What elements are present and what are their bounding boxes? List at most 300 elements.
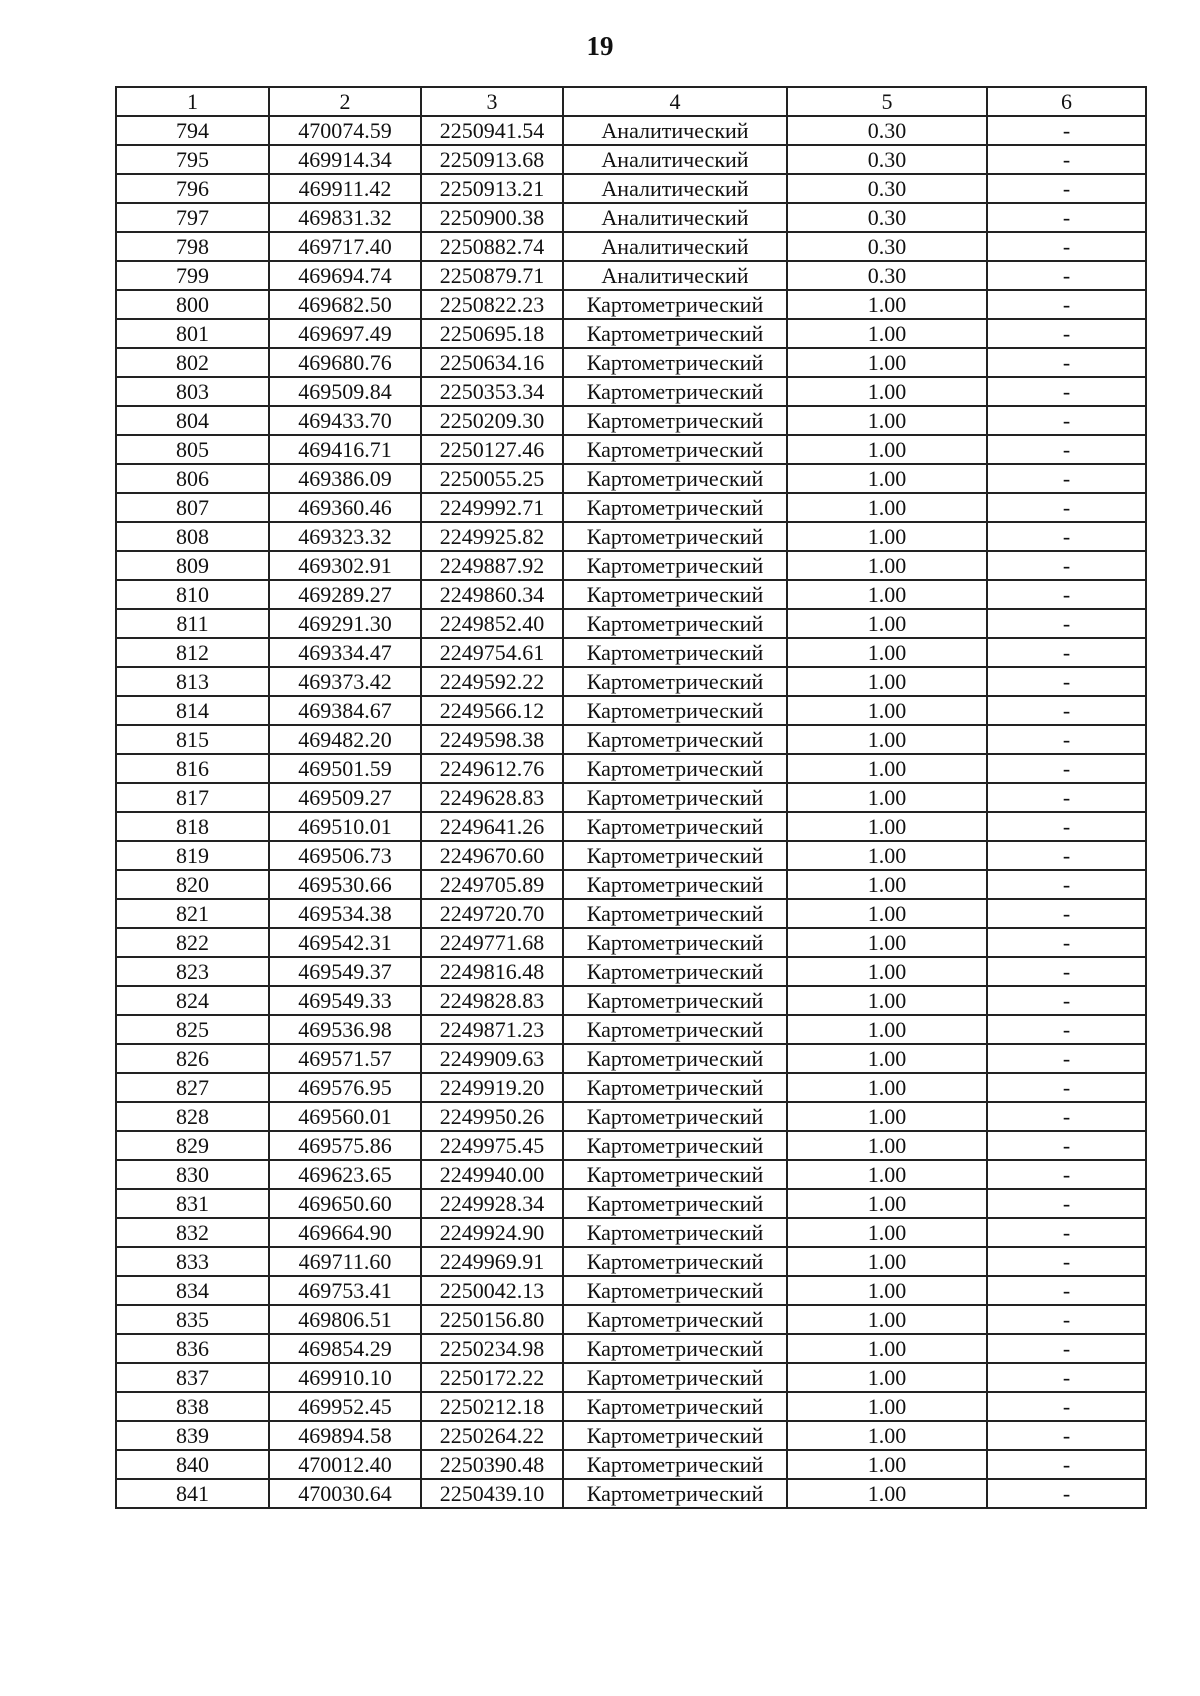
- note-cell: -: [987, 957, 1146, 986]
- y-coordinate-cell: 2250822.23: [421, 290, 563, 319]
- table-row: [116, 1131, 1146, 1160]
- y-coordinate-cell: 2249925.82: [421, 522, 563, 551]
- y-coordinate-cell: 2250390.48: [421, 1450, 563, 1479]
- x-coordinate-cell: 469334.47: [269, 638, 421, 667]
- y-coordinate-cell: 2250439.10: [421, 1479, 563, 1508]
- x-coordinate-cell: 469433.70: [269, 406, 421, 435]
- accuracy-cell: 1.00: [787, 493, 987, 522]
- y-coordinate-cell: 2249628.83: [421, 783, 563, 812]
- point-number-cell: 837: [116, 1363, 269, 1392]
- table-row: [116, 1044, 1146, 1073]
- method-cell: Картометрический: [563, 1363, 787, 1392]
- point-number-cell: 806: [116, 464, 269, 493]
- method-cell: Картометрический: [563, 493, 787, 522]
- accuracy-cell: 1.00: [787, 377, 987, 406]
- method-cell: Картометрический: [563, 754, 787, 783]
- y-coordinate-cell: 2249754.61: [421, 638, 563, 667]
- method-cell: Аналитический: [563, 174, 787, 203]
- method-cell: Картометрический: [563, 986, 787, 1015]
- x-coordinate-cell: 469416.71: [269, 435, 421, 464]
- table-header-row: [116, 87, 1146, 116]
- column-header-5: 5: [787, 87, 987, 116]
- method-cell: Картометрический: [563, 812, 787, 841]
- accuracy-cell: 1.00: [787, 1363, 987, 1392]
- column-header-2: 2: [269, 87, 421, 116]
- point-number-cell: 802: [116, 348, 269, 377]
- point-number-cell: 797: [116, 203, 269, 232]
- note-cell: -: [987, 1131, 1146, 1160]
- table-row: [116, 638, 1146, 667]
- method-cell: Картометрический: [563, 870, 787, 899]
- point-number-cell: 835: [116, 1305, 269, 1334]
- method-cell: Картометрический: [563, 696, 787, 725]
- y-coordinate-cell: 2249924.90: [421, 1218, 563, 1247]
- accuracy-cell: 1.00: [787, 957, 987, 986]
- point-number-cell: 796: [116, 174, 269, 203]
- method-cell: Картометрический: [563, 899, 787, 928]
- accuracy-cell: 1.00: [787, 1102, 987, 1131]
- y-coordinate-cell: 2249771.68: [421, 928, 563, 957]
- point-number-cell: 834: [116, 1276, 269, 1305]
- method-cell: Картометрический: [563, 1450, 787, 1479]
- note-cell: -: [987, 116, 1146, 145]
- x-coordinate-cell: 469753.41: [269, 1276, 421, 1305]
- table-row: [116, 348, 1146, 377]
- note-cell: -: [987, 580, 1146, 609]
- x-coordinate-cell: 469894.58: [269, 1421, 421, 1450]
- method-cell: Картометрический: [563, 319, 787, 348]
- method-cell: Картометрический: [563, 957, 787, 986]
- accuracy-cell: 1.00: [787, 667, 987, 696]
- note-cell: -: [987, 145, 1146, 174]
- point-number-cell: 839: [116, 1421, 269, 1450]
- y-coordinate-cell: 2249598.38: [421, 725, 563, 754]
- accuracy-cell: 1.00: [787, 1334, 987, 1363]
- point-number-cell: 810: [116, 580, 269, 609]
- note-cell: -: [987, 551, 1146, 580]
- accuracy-cell: 1.00: [787, 609, 987, 638]
- column-header-3: 3: [421, 87, 563, 116]
- accuracy-cell: 0.30: [787, 145, 987, 174]
- table-body: [116, 116, 1146, 1508]
- point-number-cell: 814: [116, 696, 269, 725]
- x-coordinate-cell: 469510.01: [269, 812, 421, 841]
- accuracy-cell: 1.00: [787, 1015, 987, 1044]
- point-number-cell: 832: [116, 1218, 269, 1247]
- method-cell: Картометрический: [563, 1247, 787, 1276]
- y-coordinate-cell: 2249871.23: [421, 1015, 563, 1044]
- table-row: [116, 290, 1146, 319]
- column-header-1: 1: [116, 87, 269, 116]
- accuracy-cell: 1.00: [787, 841, 987, 870]
- accuracy-cell: 1.00: [787, 928, 987, 957]
- accuracy-cell: 1.00: [787, 319, 987, 348]
- accuracy-cell: 1.00: [787, 638, 987, 667]
- note-cell: -: [987, 522, 1146, 551]
- table-row: [116, 377, 1146, 406]
- point-number-cell: 813: [116, 667, 269, 696]
- table-row: [116, 522, 1146, 551]
- x-coordinate-cell: 469482.20: [269, 725, 421, 754]
- point-number-cell: 805: [116, 435, 269, 464]
- point-number-cell: 820: [116, 870, 269, 899]
- x-coordinate-cell: 469571.57: [269, 1044, 421, 1073]
- accuracy-cell: 1.00: [787, 1392, 987, 1421]
- note-cell: -: [987, 203, 1146, 232]
- table-row: [116, 493, 1146, 522]
- accuracy-cell: 1.00: [787, 406, 987, 435]
- point-number-cell: 828: [116, 1102, 269, 1131]
- method-cell: Картометрический: [563, 928, 787, 957]
- method-cell: Картометрический: [563, 435, 787, 464]
- x-coordinate-cell: 469680.76: [269, 348, 421, 377]
- method-cell: Картометрический: [563, 725, 787, 754]
- note-cell: -: [987, 493, 1146, 522]
- y-coordinate-cell: 2249909.63: [421, 1044, 563, 1073]
- table-row: [116, 783, 1146, 812]
- point-number-cell: 831: [116, 1189, 269, 1218]
- table-row: [116, 667, 1146, 696]
- method-cell: Картометрический: [563, 1334, 787, 1363]
- y-coordinate-cell: 2249860.34: [421, 580, 563, 609]
- page-number: 19: [586, 31, 614, 61]
- method-cell: Картометрический: [563, 290, 787, 319]
- table-row: [116, 406, 1146, 435]
- coordinates-table: [115, 86, 1147, 1509]
- x-coordinate-cell: 469952.45: [269, 1392, 421, 1421]
- note-cell: -: [987, 1073, 1146, 1102]
- accuracy-cell: 1.00: [787, 1276, 987, 1305]
- method-cell: Аналитический: [563, 203, 787, 232]
- y-coordinate-cell: 2249816.48: [421, 957, 563, 986]
- point-number-cell: 823: [116, 957, 269, 986]
- x-coordinate-cell: 469560.01: [269, 1102, 421, 1131]
- method-cell: Картометрический: [563, 1131, 787, 1160]
- accuracy-cell: 0.30: [787, 261, 987, 290]
- x-coordinate-cell: 469530.66: [269, 870, 421, 899]
- accuracy-cell: 1.00: [787, 725, 987, 754]
- point-number-cell: 833: [116, 1247, 269, 1276]
- method-cell: Картометрический: [563, 580, 787, 609]
- note-cell: -: [987, 1044, 1146, 1073]
- table-row: [116, 232, 1146, 261]
- note-cell: -: [987, 812, 1146, 841]
- x-coordinate-cell: 469549.37: [269, 957, 421, 986]
- x-coordinate-cell: 469623.65: [269, 1160, 421, 1189]
- x-coordinate-cell: 469910.10: [269, 1363, 421, 1392]
- table-row: [116, 261, 1146, 290]
- method-cell: Картометрический: [563, 1421, 787, 1450]
- note-cell: -: [987, 899, 1146, 928]
- x-coordinate-cell: 469509.27: [269, 783, 421, 812]
- method-cell: Картометрический: [563, 1189, 787, 1218]
- note-cell: -: [987, 319, 1146, 348]
- y-coordinate-cell: 2250913.68: [421, 145, 563, 174]
- point-number-cell: 821: [116, 899, 269, 928]
- accuracy-cell: 1.00: [787, 1479, 987, 1508]
- x-coordinate-cell: 469384.67: [269, 696, 421, 725]
- point-number-cell: 801: [116, 319, 269, 348]
- accuracy-cell: 1.00: [787, 812, 987, 841]
- accuracy-cell: 1.00: [787, 435, 987, 464]
- method-cell: Аналитический: [563, 116, 787, 145]
- accuracy-cell: 0.30: [787, 116, 987, 145]
- y-coordinate-cell: 2250900.38: [421, 203, 563, 232]
- table-row: [116, 145, 1146, 174]
- point-number-cell: 836: [116, 1334, 269, 1363]
- accuracy-cell: 1.00: [787, 986, 987, 1015]
- y-coordinate-cell: 2250941.54: [421, 116, 563, 145]
- accuracy-cell: 1.00: [787, 348, 987, 377]
- point-number-cell: 794: [116, 116, 269, 145]
- table-row: [116, 812, 1146, 841]
- y-coordinate-cell: 2250695.18: [421, 319, 563, 348]
- y-coordinate-cell: 2249852.40: [421, 609, 563, 638]
- x-coordinate-cell: 470030.64: [269, 1479, 421, 1508]
- point-number-cell: 826: [116, 1044, 269, 1073]
- note-cell: -: [987, 1450, 1146, 1479]
- accuracy-cell: 1.00: [787, 783, 987, 812]
- x-coordinate-cell: 469549.33: [269, 986, 421, 1015]
- method-cell: Картометрический: [563, 638, 787, 667]
- point-number-cell: 830: [116, 1160, 269, 1189]
- y-coordinate-cell: 2249975.45: [421, 1131, 563, 1160]
- note-cell: -: [987, 232, 1146, 261]
- y-coordinate-cell: 2250234.98: [421, 1334, 563, 1363]
- table-row: [116, 319, 1146, 348]
- y-coordinate-cell: 2250264.22: [421, 1421, 563, 1450]
- method-cell: Картометрический: [563, 348, 787, 377]
- method-cell: Картометрический: [563, 406, 787, 435]
- accuracy-cell: 1.00: [787, 1247, 987, 1276]
- y-coordinate-cell: 2249670.60: [421, 841, 563, 870]
- table-row: [116, 435, 1146, 464]
- x-coordinate-cell: 470074.59: [269, 116, 421, 145]
- table-row: [116, 174, 1146, 203]
- note-cell: -: [987, 435, 1146, 464]
- table-row: [116, 696, 1146, 725]
- accuracy-cell: 1.00: [787, 1131, 987, 1160]
- note-cell: -: [987, 1392, 1146, 1421]
- y-coordinate-cell: 2250913.21: [421, 174, 563, 203]
- x-coordinate-cell: 469650.60: [269, 1189, 421, 1218]
- note-cell: -: [987, 174, 1146, 203]
- y-coordinate-cell: 2249720.70: [421, 899, 563, 928]
- method-cell: Картометрический: [563, 1102, 787, 1131]
- method-cell: Картометрический: [563, 1044, 787, 1073]
- accuracy-cell: 1.00: [787, 1189, 987, 1218]
- accuracy-cell: 1.00: [787, 696, 987, 725]
- y-coordinate-cell: 2250353.34: [421, 377, 563, 406]
- table-row: [116, 725, 1146, 754]
- point-number-cell: 804: [116, 406, 269, 435]
- x-coordinate-cell: 469717.40: [269, 232, 421, 261]
- x-coordinate-cell: 469323.32: [269, 522, 421, 551]
- method-cell: Картометрический: [563, 1392, 787, 1421]
- y-coordinate-cell: 2249940.00: [421, 1160, 563, 1189]
- table-row: [116, 464, 1146, 493]
- x-coordinate-cell: 469289.27: [269, 580, 421, 609]
- table-row: [116, 203, 1146, 232]
- note-cell: -: [987, 1305, 1146, 1334]
- note-cell: -: [987, 1102, 1146, 1131]
- x-coordinate-cell: 469854.29: [269, 1334, 421, 1363]
- accuracy-cell: 1.00: [787, 551, 987, 580]
- note-cell: -: [987, 1276, 1146, 1305]
- note-cell: -: [987, 870, 1146, 899]
- table-row: [116, 1392, 1146, 1421]
- x-coordinate-cell: 469501.59: [269, 754, 421, 783]
- y-coordinate-cell: 2249828.83: [421, 986, 563, 1015]
- method-cell: Аналитический: [563, 145, 787, 174]
- y-coordinate-cell: 2250634.16: [421, 348, 563, 377]
- table-row: [116, 870, 1146, 899]
- x-coordinate-cell: 469534.38: [269, 899, 421, 928]
- accuracy-cell: 0.30: [787, 174, 987, 203]
- x-coordinate-cell: 469914.34: [269, 145, 421, 174]
- method-cell: Картометрический: [563, 1073, 787, 1102]
- x-coordinate-cell: 469536.98: [269, 1015, 421, 1044]
- table-row: [116, 1305, 1146, 1334]
- y-coordinate-cell: 2249969.91: [421, 1247, 563, 1276]
- x-coordinate-cell: 469694.74: [269, 261, 421, 290]
- note-cell: -: [987, 1189, 1146, 1218]
- note-cell: -: [987, 841, 1146, 870]
- table-row: [116, 754, 1146, 783]
- table-row: [116, 1073, 1146, 1102]
- x-coordinate-cell: 469576.95: [269, 1073, 421, 1102]
- note-cell: -: [987, 261, 1146, 290]
- accuracy-cell: 1.00: [787, 1421, 987, 1450]
- point-number-cell: 812: [116, 638, 269, 667]
- accuracy-cell: 1.00: [787, 1073, 987, 1102]
- note-cell: -: [987, 928, 1146, 957]
- y-coordinate-cell: 2249992.71: [421, 493, 563, 522]
- table-row: [116, 957, 1146, 986]
- x-coordinate-cell: 469682.50: [269, 290, 421, 319]
- table-row: [116, 1276, 1146, 1305]
- y-coordinate-cell: 2249641.26: [421, 812, 563, 841]
- x-coordinate-cell: 469360.46: [269, 493, 421, 522]
- table-row: [116, 551, 1146, 580]
- method-cell: Картометрический: [563, 1305, 787, 1334]
- point-number-cell: 841: [116, 1479, 269, 1508]
- point-number-cell: 808: [116, 522, 269, 551]
- note-cell: -: [987, 783, 1146, 812]
- x-coordinate-cell: 469575.86: [269, 1131, 421, 1160]
- method-cell: Картометрический: [563, 667, 787, 696]
- y-coordinate-cell: 2250042.13: [421, 1276, 563, 1305]
- accuracy-cell: 1.00: [787, 899, 987, 928]
- y-coordinate-cell: 2250055.25: [421, 464, 563, 493]
- note-cell: -: [987, 1247, 1146, 1276]
- y-coordinate-cell: 2249612.76: [421, 754, 563, 783]
- y-coordinate-cell: 2250212.18: [421, 1392, 563, 1421]
- point-number-cell: 795: [116, 145, 269, 174]
- accuracy-cell: 1.00: [787, 290, 987, 319]
- point-number-cell: 816: [116, 754, 269, 783]
- table-row: [116, 841, 1146, 870]
- method-cell: Картометрический: [563, 1015, 787, 1044]
- x-coordinate-cell: 469302.91: [269, 551, 421, 580]
- x-coordinate-cell: 469373.42: [269, 667, 421, 696]
- x-coordinate-cell: 469806.51: [269, 1305, 421, 1334]
- note-cell: -: [987, 406, 1146, 435]
- accuracy-cell: 1.00: [787, 1218, 987, 1247]
- method-cell: Картометрический: [563, 464, 787, 493]
- point-number-cell: 809: [116, 551, 269, 580]
- note-cell: -: [987, 1363, 1146, 1392]
- method-cell: Картометрический: [563, 1218, 787, 1247]
- method-cell: Картометрический: [563, 783, 787, 812]
- column-header-6: 6: [987, 87, 1146, 116]
- point-number-cell: 838: [116, 1392, 269, 1421]
- accuracy-cell: 1.00: [787, 1450, 987, 1479]
- point-number-cell: 825: [116, 1015, 269, 1044]
- table-row: [116, 899, 1146, 928]
- point-number-cell: 811: [116, 609, 269, 638]
- table-row: [116, 1218, 1146, 1247]
- note-cell: -: [987, 1015, 1146, 1044]
- note-cell: -: [987, 1334, 1146, 1363]
- table-row: [116, 580, 1146, 609]
- y-coordinate-cell: 2250882.74: [421, 232, 563, 261]
- x-coordinate-cell: 469509.84: [269, 377, 421, 406]
- point-number-cell: 819: [116, 841, 269, 870]
- point-number-cell: 817: [116, 783, 269, 812]
- method-cell: Аналитический: [563, 261, 787, 290]
- x-coordinate-cell: 469506.73: [269, 841, 421, 870]
- note-cell: -: [987, 1160, 1146, 1189]
- y-coordinate-cell: 2249919.20: [421, 1073, 563, 1102]
- x-coordinate-cell: 469386.09: [269, 464, 421, 493]
- table-row: [116, 1450, 1146, 1479]
- method-cell: Аналитический: [563, 232, 787, 261]
- note-cell: -: [987, 754, 1146, 783]
- point-number-cell: 827: [116, 1073, 269, 1102]
- point-number-cell: 822: [116, 928, 269, 957]
- x-coordinate-cell: 469831.32: [269, 203, 421, 232]
- table-row: [116, 1334, 1146, 1363]
- accuracy-cell: 1.00: [787, 580, 987, 609]
- note-cell: -: [987, 1218, 1146, 1247]
- table-row: [116, 609, 1146, 638]
- method-cell: Картометрический: [563, 1479, 787, 1508]
- table-row: [116, 1247, 1146, 1276]
- accuracy-cell: 1.00: [787, 1160, 987, 1189]
- accuracy-cell: 1.00: [787, 754, 987, 783]
- note-cell: -: [987, 377, 1146, 406]
- point-number-cell: 815: [116, 725, 269, 754]
- x-coordinate-cell: 469664.90: [269, 1218, 421, 1247]
- table-row: [116, 986, 1146, 1015]
- accuracy-cell: 0.30: [787, 232, 987, 261]
- table-row: [116, 1421, 1146, 1450]
- table-row: [116, 928, 1146, 957]
- y-coordinate-cell: 2249950.26: [421, 1102, 563, 1131]
- y-coordinate-cell: 2250172.22: [421, 1363, 563, 1392]
- method-cell: Картометрический: [563, 1160, 787, 1189]
- point-number-cell: 800: [116, 290, 269, 319]
- point-number-cell: 824: [116, 986, 269, 1015]
- table-row: [116, 1363, 1146, 1392]
- point-number-cell: 840: [116, 1450, 269, 1479]
- accuracy-cell: 1.00: [787, 1305, 987, 1334]
- y-coordinate-cell: 2250156.80: [421, 1305, 563, 1334]
- x-coordinate-cell: 469911.42: [269, 174, 421, 203]
- note-cell: -: [987, 290, 1146, 319]
- x-coordinate-cell: 469291.30: [269, 609, 421, 638]
